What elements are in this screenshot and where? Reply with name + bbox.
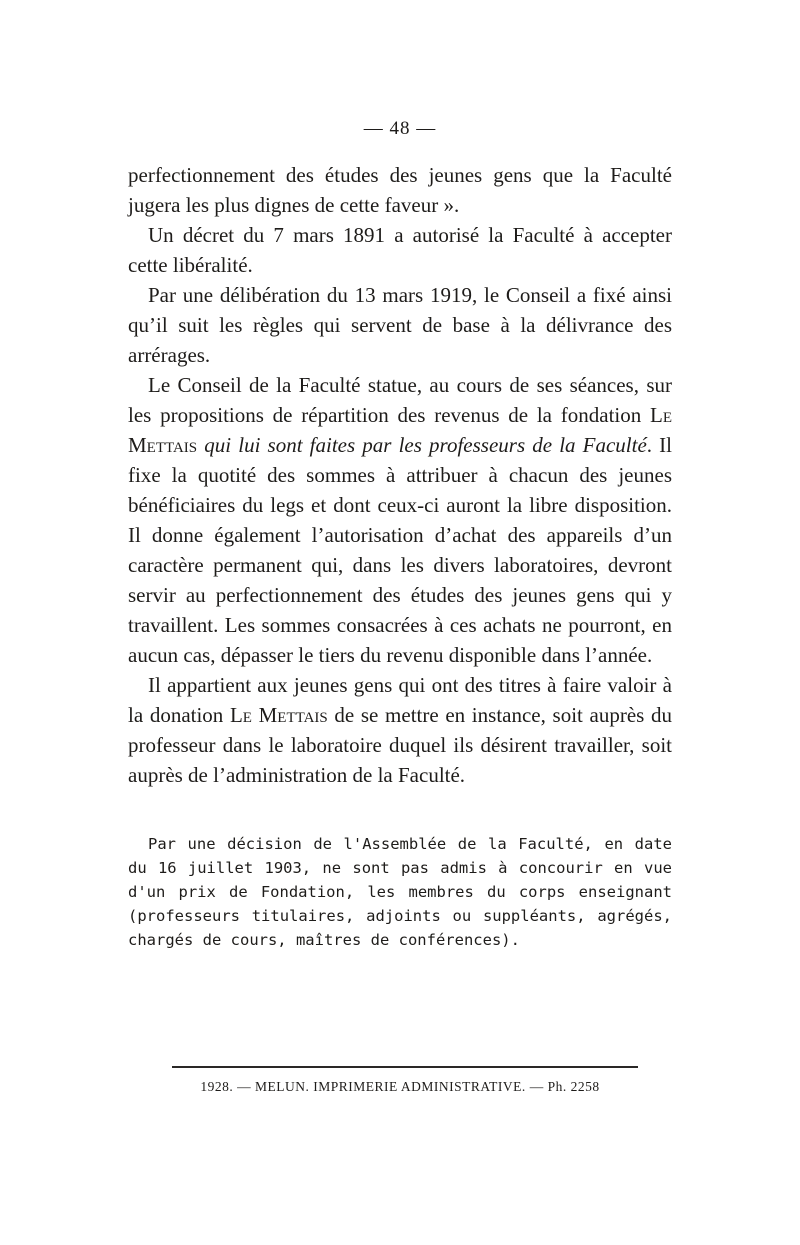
assembly-note — [128, 832, 672, 952]
paragraph-continuation: perfectionnement des études des jeunes gens que la Faculté jugera les plus dignes de cette faveur ». — [128, 163, 672, 217]
imprint-city: MELUN. — [255, 1079, 310, 1094]
application-text-start: Il appartient aux jeunes gens qui ont des titres à faire valoir à la donation — [128, 673, 672, 727]
page-number: — 48 — — [363, 118, 437, 139]
assembly-note-text: Par une décision de l'Assemblée de la Faculté, en date du 16 juillet 1903, ne sont pas admis à concourir en vue d'un prix de Fondation, les membres du corps enseignant (professeurs titulaires, adjoints ou suppléants, agrégés, chargés de cours, maîtres de conférences). — [128, 835, 672, 949]
paragraph-decree: Un décret du 7 mars 1891 a autorisé la Faculté à accepter cette libéralité. — [128, 223, 672, 277]
paragraph-deliberation: Par une délibération du 13 mars 1919, le Conseil a fixé ainsi qu’il suit les règles qui servent de base à la délivrance des arrérages. — [128, 283, 672, 367]
council-text-start: Le Conseil de la Faculté statue, au cours de ses séances, sur les propositions de répartition des revenus de la fondation — [128, 373, 672, 427]
foundation-name-2: Le Mettais — [229, 703, 328, 727]
imprint-reference: Ph. 2258 — [547, 1079, 600, 1094]
footer-rule — [172, 1066, 638, 1068]
council-italic-text: qui lui sont faites par les professeurs de la Faculté — [197, 433, 647, 457]
application-text-end: de se mettre en instance, soit auprès du professeur dans le laboratoire duquel ils désirent travailler, soit auprès de l’administration de la Faculté. — [128, 703, 672, 787]
imprint-dash: — — [233, 1079, 256, 1094]
paragraph-application — [128, 670, 672, 790]
foundation-name: Le Mettais — [128, 403, 672, 457]
imprint-printer: IMPRIMERIE ADMINISTRATIVE. — [309, 1079, 526, 1094]
printer-imprint — [0, 1079, 800, 1095]
imprint-dash-2: — — [525, 1079, 548, 1094]
imprint-year: 1928. — [200, 1079, 234, 1094]
body-text — [128, 160, 672, 790]
council-text-end: . Il fixe la quotité des sommes à attribuer à chacun des jeunes bénéficiaires du legs et dont ceux-ci auront la libre disposition. Il donne également l’autorisation d’achat des appareils d’un caractère permanent qui, dans les divers laboratoires, devront servir au perfectionnement des études des jeunes gens qui y travaillent. Les sommes consacrées à ces achats ne pourront, en aucun cas, dépasser le tiers du revenu disponible dans l’année. — [128, 433, 673, 667]
paragraph-council — [128, 370, 672, 670]
